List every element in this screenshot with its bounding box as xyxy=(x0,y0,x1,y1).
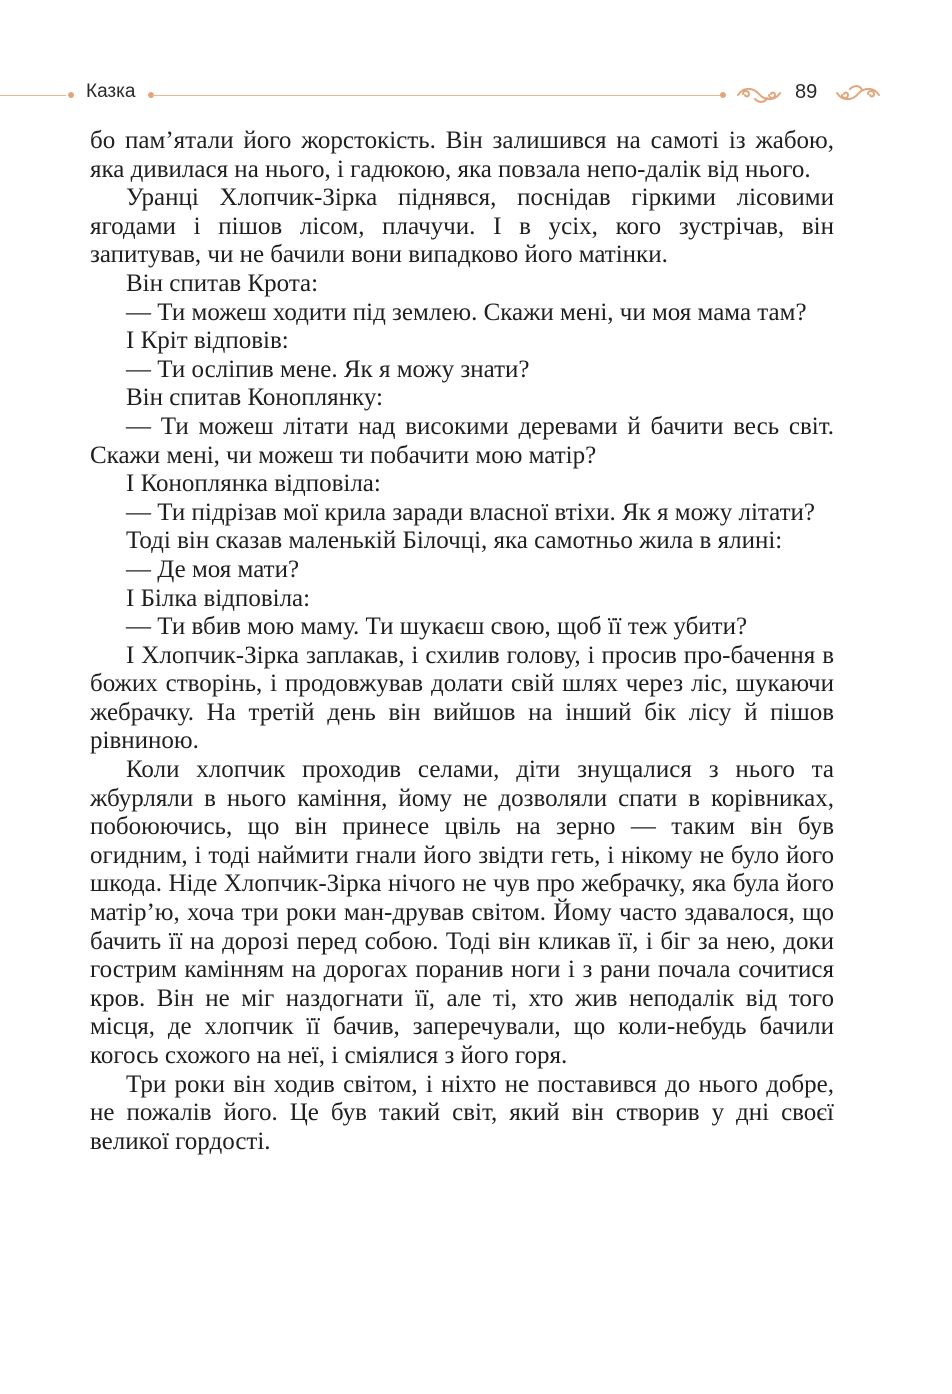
section-title: Казка xyxy=(86,81,136,102)
paragraph: І Хлопчик-Зірка заплакав, і схилив голову, і просив про-бачення в божих створінь, і продовжував долати свій шлях через ліс, шукаючи жебрачку. На третій день він вийшов на інший бік лісу й пішов рівниною. xyxy=(90,641,834,755)
running-header xyxy=(0,78,952,114)
header-rule-middle xyxy=(152,95,722,96)
dialogue-line: — Ти можеш ходити під землею. Скажи мені, чи моя мама там? xyxy=(126,298,807,326)
paragraph: Він спитав Коноплянку: xyxy=(126,384,383,412)
paragraph: Три роки він ходив світом, і ніхто не поставився до нього добре, не пожалів його. Це був такий світ, який він створив у дні своєї великої гордості. xyxy=(90,1070,834,1155)
dialogue-line: — Де моя мати? xyxy=(126,555,300,583)
paragraph: Коли хлопчик проходив селами, діти знущалися з нього та жбурляли в нього каміння, йому не дозволяли спати в корівниках, побоюючись, що він принесе цвіль на зерно — таким він був огидним, і тоді наймити гнали його звідти геть, і нікому не було його шкода. Ніде Хлопчик-Зірка нічого не чув про жебрачку, яка була його матір’ю, хоча три роки ман-дрував світом. Йому часто здавалося, що бачить її на дорозі перед собою. Тоді він кликав її, і біг за нею, доки гострим камінням на дорогах поранив ноги і з рани почала сочитися кров. Він не міг наздогнати її, але ті, хто жив неподалік від того місця, де хлопчик її бачив, заперечували, що коли-небудь бачили когось схожого на неї, і сміялися з його горя. xyxy=(90,756,834,1069)
paragraph: І Кріт відповів: xyxy=(126,327,289,355)
paragraph: І Коноплянка відповіла: xyxy=(126,470,381,498)
dialogue-line: — Ти підрізав мої крила заради власної втіхи. Як я можу літати? xyxy=(126,498,816,526)
paragraph: Уранці Хлопчик-Зірка піднявся, поснідав гіркими лісовими ягодами і пішов лісом, плачучи. І в усіх, кого зустрічав, він запитував, чи не бачили вони випадково його матінки. xyxy=(90,184,834,269)
scroll-ornament-right-icon xyxy=(834,83,882,105)
page-number: 89 xyxy=(795,81,818,103)
dialogue-line: — Ти можеш літати над високими деревами й бачити весь світ. Скажи мені, чи можеш ти побачити мою матір? xyxy=(90,412,834,469)
paragraph: бо пам’ятали його жорстокість. Він залишився на самоті із жабою, яка дивилася на нього, і гадюкою, яка повзала непо-далік від нього. xyxy=(90,127,834,183)
story-text xyxy=(90,127,834,1156)
scroll-ornament-left-icon xyxy=(735,83,783,105)
header-dot-left xyxy=(68,92,74,98)
dialogue-line: — Ти вбив мою маму. Ти шукаєш свою, щоб її теж убити? xyxy=(126,613,748,641)
header-dot-before-ornament xyxy=(720,92,726,98)
header-rule-left xyxy=(0,95,66,96)
dialogue-line: — Ти осліпив мене. Як я можу знати? xyxy=(126,355,530,383)
paragraph: І Білка відповіла: xyxy=(126,584,311,612)
paragraph: Тоді він сказав маленькій Білочці, яка самотньо жила в ялині: xyxy=(126,527,783,555)
paragraph: Він спитав Крота: xyxy=(126,269,319,297)
